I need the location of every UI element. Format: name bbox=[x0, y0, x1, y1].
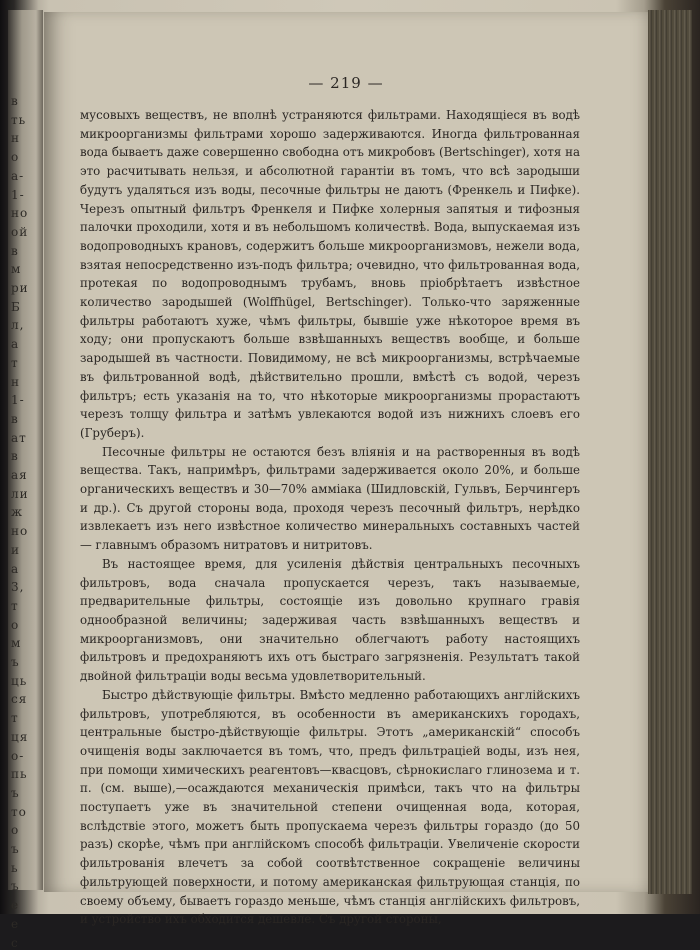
left-page-fragment: т bbox=[11, 711, 19, 726]
left-page-fragment: пь bbox=[11, 767, 28, 782]
left-page-fragment: ь bbox=[11, 860, 19, 875]
left-page-fragment: ат bbox=[11, 430, 27, 445]
paragraph-1: мусовыхъ веществъ, не вполнѣ устраняются фильтрами. Находящiеся въ водѣ микроорганизмы фильтрами хорошо задерживаются. Иногда фильтрованная вода бываетъ даже совершенно свободна отъ микробовъ (Bertschinger), хотя на это расчитывать нельзя, и абсолютной гарантiи въ томъ, что всѣ зародыши будутъ удаляться изъ воды, песочные фильтры не даютъ (Френкель и Пифке). Черезъ опытный фильтръ Френкеля и Пифке холерныя запятыя и тифозныя палочки проходили, хотя и въ небольшомъ количествѣ. Вода, выпускаемая изъ водопроводныхъ крановъ, содержитъ больше микроорганизмовъ, нежели вода, взятая непосредственно изъ-подъ фильтра; очевидно, что фильтрованная вода, протекая по водопроводнымъ трубамъ, вновь прiобрѣтаетъ извѣстное количество зародышей (Wolffhügel, Bertschinger). Только-что заряженные фильтры работаютъ хуже, чѣмъ фильтры, бывшiе уже нѣкоторое время въ ходу; они пропускаютъ больше взвѣшанныхъ веществъ вообще, и больше зародышей въ частности. Повидимому, не всѣ микроорганизмы, встрѣчаемые въ фильтрованной водѣ, дѣйствительно прошли, вмѣстѣ съ водой, черезъ фильтръ; есть указанiя на то, что нѣкоторые микроорганизмы прорастаютъ черезъ толщу фильтра и затѣмъ увлекаются водой изъ нижнихъ слоевъ его (Груберъ). bbox=[80, 108, 580, 440]
left-page-fragment: т bbox=[11, 355, 19, 370]
left-page-fragment: но bbox=[11, 206, 29, 221]
left-page-fragment: ть bbox=[11, 112, 27, 127]
left-page-fragment: ця bbox=[11, 729, 29, 744]
page-number: — 219 — bbox=[308, 74, 384, 92]
right-page bbox=[44, 12, 648, 927]
left-page-fragment: а- bbox=[11, 168, 25, 183]
left-page-fragment: м bbox=[11, 262, 22, 277]
left-page-fragment: в bbox=[11, 449, 19, 464]
left-page-fragment: ъ bbox=[11, 785, 20, 800]
left-page-fragment: ли bbox=[11, 486, 29, 501]
left-page-fragment: л, bbox=[11, 318, 25, 333]
left-page-fragment: с bbox=[11, 935, 19, 950]
left-page-fragment: в bbox=[11, 94, 19, 108]
left-page-fragment: т bbox=[11, 598, 19, 613]
page-stack-edge bbox=[648, 10, 692, 894]
left-page-fragment: ся bbox=[11, 692, 28, 707]
left-page-fragment: в bbox=[11, 411, 19, 426]
left-page-fragment: ць bbox=[11, 673, 28, 688]
body-text bbox=[80, 106, 580, 929]
left-page-fragment: н bbox=[11, 131, 20, 146]
left-page-fragment: а bbox=[11, 561, 20, 576]
left-page-fragment: ъ bbox=[11, 879, 20, 894]
left-page-fragment: н bbox=[11, 374, 20, 389]
left-page-fragment: е bbox=[11, 898, 20, 913]
paragraph-3: Въ настоящее время, для усиленiя дѣйствiя центральныхъ песочныхъ фильтровъ, вода сначала пропускается черезъ, такъ называемые, предварительные фильтры, состоящiе изъ довольно крупнаго гравiя однообразной величины; задерживая часть взвѣшанныхъ веществъ и микроорганизмовъ, они значительно облегчаютъ работу настоящихъ фильтровъ и предохраняютъ ихъ отъ быстраго загрязненiя. Результатъ такой двойной фильтрацiи воды весьма удовлетворительный. bbox=[80, 556, 580, 684]
left-page-fragment: 3, bbox=[11, 580, 25, 595]
left-page-fragment: Б bbox=[11, 299, 21, 314]
left-page-fragment: о bbox=[11, 150, 20, 165]
left-page-fragment: е bbox=[11, 916, 20, 931]
left-page-fragment: ри bbox=[11, 281, 29, 295]
left-page-fragment: то bbox=[11, 804, 27, 819]
left-page-edge bbox=[8, 10, 43, 950]
left-page-fragment: в bbox=[11, 243, 19, 258]
left-page-fragment: м bbox=[11, 636, 22, 651]
paragraph-4: Быстро дѣйствующiе фильтры. Вмѣсто медленно работающихъ англiйскихъ фильтровъ, употребляются, въ особенности въ американскихъ городахъ, центральные быстро-дѣйствующiе фильтры. Этотъ „американскiй“ способъ очищенiя воды заключается въ томъ, что, предъ фильтрацiей воды, изъ нея, при помощи химическихъ реагентовъ—квасцовъ, сѣрнокислаго глинозема и т. п. (см. выше),—осаждаются механическiя примѣси, такъ что на фильтры поступаетъ уже въ значительной степени очищенная вода, которая, вслѣдствiе этого, можетъ быть пропускаема черезъ фильтры гораздо (до 50 разъ) скорѣе, чѣмъ при англiйскомъ способѣ фильтрацiи. Увеличенiе скорости фильтрованiя влечетъ за собой соотвѣтственное сокращенiе величины фильтрующей поверхности, и потому американская фильтрующая станцiя, по своему объему, бываетъ гораздо меньше, чѣмъ станцiя англiйскихъ фильтровъ, и устройство ихъ обходится дешевле. Съ другой стороны, bbox=[80, 687, 580, 927]
left-page-fragment: ая bbox=[11, 468, 28, 482]
paragraph-2: Песочные фильтры не остаются безъ влiянiя и на растворенныя въ водѣ вещества. Такъ, напримѣръ, фильтрами задерживается около 20%, и больше органическихъ веществъ и 30—70% амміака (Шидловскій, Гульвъ, Берчингеръ и др.). Съ другой стороны вода, проходя черезъ песочный фильтръ, нерѣдко извлекаетъ изъ него извѣстное количество минеральныхъ составныхъ частей — главнымъ образомъ нитратовъ и нитритовъ. bbox=[80, 444, 580, 553]
left-page-fragment: ъ bbox=[11, 842, 20, 856]
left-page-fragment: ой bbox=[11, 224, 29, 239]
left-page-fragment: ъ bbox=[11, 655, 20, 669]
left-page-fragment: о bbox=[11, 823, 20, 838]
left-page-fragment: и bbox=[11, 542, 20, 557]
left-page-fragment: но bbox=[11, 524, 29, 539]
left-page-fragment: 1- bbox=[11, 187, 25, 202]
left-page-fragment: о- bbox=[11, 748, 25, 763]
left-page-fragment: ж bbox=[11, 505, 24, 520]
left-page-fragment: а bbox=[11, 337, 20, 352]
left-page-fragment: 1- bbox=[11, 393, 25, 408]
left-page-fragment: о bbox=[11, 617, 20, 632]
